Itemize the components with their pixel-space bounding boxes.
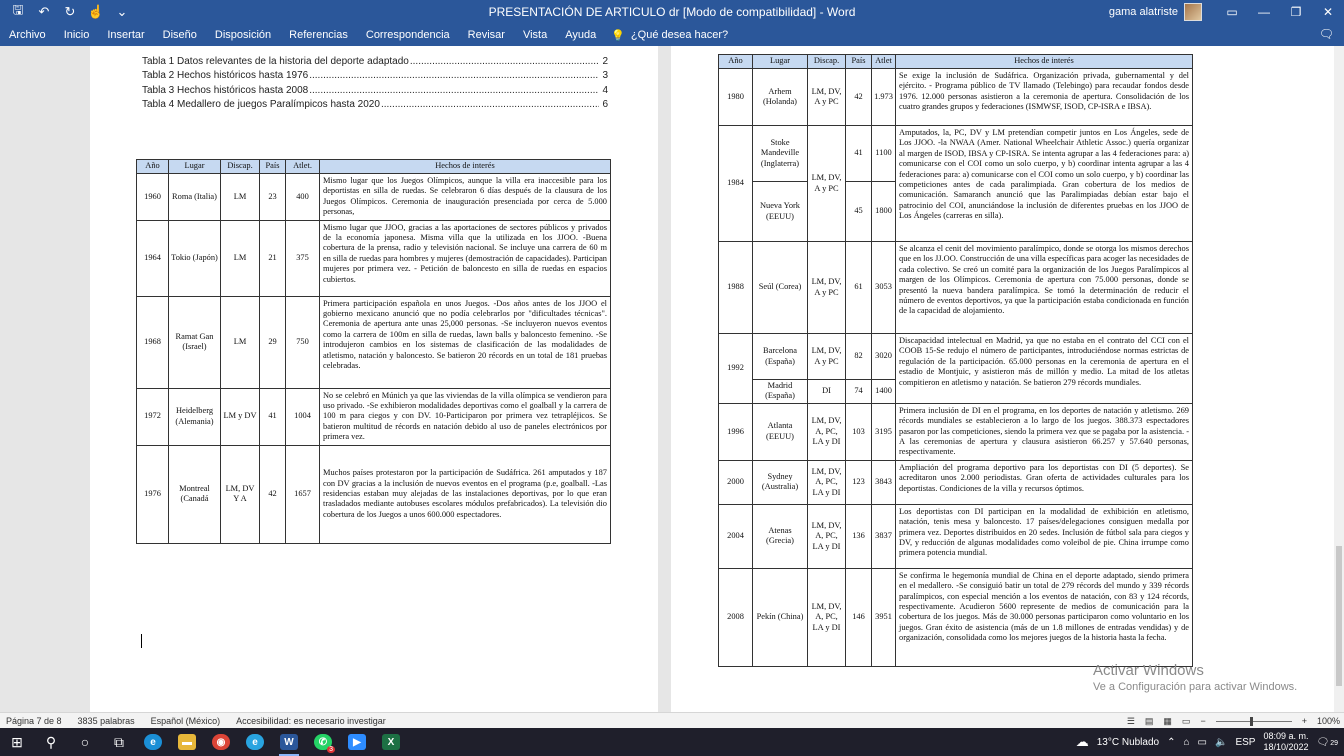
cell-anio: 1960 xyxy=(137,174,169,221)
table-row xyxy=(137,445,611,543)
cell-hechos: Se confirma le hegemonía mundial de China en el deporte adaptado, siendo primera en el medallero. -Se consiguió batir un total de 279 récords del mundo y 339 récords paralímpicos, con especial mención a los eventos de natación, con 83 y 124 récords, respectivamente. Acudieron 5600 represente de medios de comunicación para la cobertura de los juegos. Más de 30.000 personas participaron como voluntario en los juegos. Gran éxito de asistencia (más de un 1.8 millones de entradas vendidas) y de organización, consolidada como los mejores juegos de la historia hasta la fecha. xyxy=(896,568,1193,666)
table-header-row xyxy=(137,160,611,174)
cell-hechos: Discapacidad intelectual en Madrid, ya que no estaba en el contrato del CCI con el COOB 15-Se redujo el número de participantes, introduciéndose normas estrictas de regulación de la participación. 65.000 personas en la ceremonia de apertura en el estadio de Montjuic, y asistieron más de millón y medio. La mitad de los atletas compitieron en atletismo y natación. Se batieron 279 récords mundiales. xyxy=(896,334,1193,404)
avatar[interactable] xyxy=(1184,3,1202,21)
cell-anio: 1984 xyxy=(719,126,753,242)
cell-discap: LM, DV, A y PC xyxy=(808,242,846,334)
tab-revisar[interactable]: Revisar xyxy=(467,29,505,41)
chevron-up-icon[interactable]: ⌃ xyxy=(1167,736,1176,748)
cell-hechos: Los deportistas con DI participan en la modalidad de exhibición en atletismo, natación, tenis mesa y baloncesto. 17 países/delegaciones consiguen medalla por primera vez. Deportes distribuidos en 20 sedes. Inclusión de fútbol sala para ciegos y DV, y reducción de algunas modalidades como voleibol de pie. China irrumpe como primera potencia mundial. xyxy=(896,504,1193,568)
zoom-out-icon[interactable]: − xyxy=(1200,716,1206,726)
cell-atlet: 3951 xyxy=(872,568,896,666)
accessibility-status[interactable]: Accesibilidad: es necesario investigar xyxy=(236,715,386,726)
search-icon[interactable]: ⚲ xyxy=(45,733,57,750)
task-view-icon[interactable]: ⧉ xyxy=(114,733,124,750)
cell-pais: 82 xyxy=(846,334,872,380)
cell-atlet: 750 xyxy=(286,296,320,388)
chrome-icon[interactable]: ◉ xyxy=(204,728,238,756)
header-pais: País xyxy=(260,160,286,174)
cell-pais: 45 xyxy=(846,182,872,242)
title-bar xyxy=(0,0,1344,24)
text-cursor xyxy=(141,634,142,648)
cell-discap: LM y DV xyxy=(221,388,260,445)
header-lugar: Lugar xyxy=(753,55,808,69)
system-tray xyxy=(1076,728,1344,756)
table-row xyxy=(137,220,611,296)
header-atlet: Atlet. xyxy=(286,160,320,174)
cell-lugar: Atlanta (EEUU) xyxy=(753,403,808,460)
zoom-in-icon[interactable]: + xyxy=(1301,716,1307,726)
battery-icon[interactable]: ▭ xyxy=(1197,736,1207,748)
ribbon-display-icon[interactable]: ▭ xyxy=(1226,5,1238,19)
tab-diseno[interactable]: Diseño xyxy=(162,29,197,41)
input-language[interactable]: ESP xyxy=(1235,736,1256,748)
table-row xyxy=(719,69,1193,126)
focus-mode-icon[interactable]: ☰ xyxy=(1126,715,1135,726)
edge-icon[interactable]: e xyxy=(136,728,170,756)
comments-icon[interactable]: 🗨 xyxy=(1318,27,1334,41)
cell-hechos: Amputados, la, PC, DV y LM pretendían competir juntos en Los Ángeles, sede de Los JJOO. -la NWAA (Amer. National Wheelchair Athletic Assoc.) quería organizar al margen de ISOD, IBSA y CP-ISRA. Se intenta agrupar a las 4 federaciones para: a) comunicarse con el COI como un solo cuerpo, y b) coordinar intenta agrupar a las 4 federaciones para: a) comunicarse con el COI como un solo cuerpo, y b) coordinar las competiciones antes de cada paralimpiada. Gran cobertura de los medios de comunicación. Samaranch anunció que las Paralimpiadas debían estar bajo el patrocinio del COI, anunciándose la inclusión de diferentes pruebas en los JJOO de Los Ángeles (carreras en silla). xyxy=(896,126,1193,242)
cell-anio: 1964 xyxy=(137,220,169,296)
header-anio: Año xyxy=(137,160,169,174)
table-row xyxy=(719,568,1193,666)
cell-pais: 74 xyxy=(846,380,872,404)
cell-anio: 2008 xyxy=(719,568,753,666)
cell-anio: 1992 xyxy=(719,334,753,404)
table-row xyxy=(719,126,1193,182)
close-icon[interactable]: ✕ xyxy=(1322,5,1334,19)
cell-hechos: Primera inclusión de DI en el programa, en los deportes de natación y atletismo. 269 récords mundiales se establecieron a lo largo de los juegos. 388.373 espectadores pasaron por las competiciones, siendo la primera vez que se pagaba por la asistencia. - A las ceremonias de apertura y clausura asistieron 66.257 y 57.640 personas, respectivamente. xyxy=(896,403,1193,460)
cell-discap: LM, DV, A, PC, LA y DI xyxy=(808,460,846,504)
cell-anio: 1968 xyxy=(137,296,169,388)
cell-atlet: 1.973 xyxy=(872,69,896,126)
toc-entry[interactable]: Tabla 3 Hechos históricos hasta 2008 ..... 4 xyxy=(142,83,608,98)
cell-lugar: Pekín (China) xyxy=(753,568,808,666)
language-status[interactable]: Español (México) xyxy=(150,715,221,726)
cell-lugar: Nueva York (EEUU) xyxy=(753,182,808,242)
undo-icon[interactable]: ↶ xyxy=(38,4,50,19)
cell-hechos: Mismo lugar que los Juegos Olímpicos, aunque la villa era inaccesible para los deportistas en silla de ruedas. Se celebraron 6 días después de la clausura de los Juegos Olímpicos. Ceremonia de inauguración presenciada por cerca de 5.000 personas, xyxy=(320,174,611,221)
cell-atlet: 3837 xyxy=(872,504,896,568)
cell-pais: 41 xyxy=(260,388,286,445)
cell-anio: 1972 xyxy=(137,388,169,445)
tab-disposicion[interactable]: Disposición xyxy=(214,29,272,41)
cell-pais: 21 xyxy=(260,220,286,296)
cell-hechos: Se alcanza el cenit del movimiento paralímpico, donde se otorga los mismos derechos que en los JJ.OO. Construcción de una villa específicas para acoger las necesidades de cada colectivo. Se creó un comité para la organización de los Juegos Paralímpicos al margen de los Olímpicos. Ceremonia de apertura con 75.000 personas, donde se presentó la nueva bandera paralímpica. Se tomó la determinación de reducir el número de eventos deportivos, ya que la participación estaba condicionada en función de la capacidad de alojamiento. xyxy=(896,242,1193,334)
header-discap: Discap. xyxy=(808,55,846,69)
header-hechos: Hechos de interés xyxy=(320,160,611,174)
zoom-level[interactable]: 100% xyxy=(1316,716,1340,726)
cell-hechos: Primera participación española en unos Juegos. -Dos años antes de los JJOO el gobierno mexicano anunció que no podía celebrarlos por "dificultades técnicas". Ceremonia de apertura ante unas 25,000 personas. -Se incluyeron nuevos eventos como la carrera de 100m en silla de ruedas, lawn balls y baloncesto femenino. -Se introdujeron cambios en los sistemas de clasificación de las modalidades de atletismo, natación y baloncesto. Se batieron 20 récords en un total de 181 pruebas celebradas. xyxy=(320,296,611,388)
maximize-icon[interactable]: ❐ xyxy=(1290,5,1302,19)
tell-me-box[interactable] xyxy=(605,29,728,42)
zoom-app-icon[interactable]: ▶ xyxy=(340,728,374,756)
cell-anio: 1980 xyxy=(719,69,753,126)
history-table-1960-1976[interactable] xyxy=(136,159,611,544)
cell-discap: LM, DV Y A xyxy=(221,445,260,543)
toc-entry[interactable]: Tabla 1 Datos relevantes de la historia del deporte adaptado ..... 2 xyxy=(142,54,608,69)
browser-icon[interactable]: e xyxy=(238,728,272,756)
save-icon[interactable]: 🖫 xyxy=(12,2,24,17)
cell-discap: LM xyxy=(221,220,260,296)
cell-anio: 2004 xyxy=(719,504,753,568)
notification-badge: 3 xyxy=(329,746,333,753)
cell-atlet: 3020 xyxy=(872,334,896,380)
cell-anio: 2000 xyxy=(719,460,753,504)
tab-correspondencia[interactable]: Correspondencia xyxy=(365,29,450,41)
cell-lugar: Roma (Italia) xyxy=(169,174,221,221)
cell-pais: 42 xyxy=(260,445,286,543)
cell-lugar: Stoke Mandeville (Inglaterra) xyxy=(753,126,808,182)
table-row xyxy=(719,504,1193,568)
windows-taskbar xyxy=(0,728,1344,756)
cell-atlet: 1004 xyxy=(286,388,320,445)
cell-discap: LM, DV, A, PC, LA y DI xyxy=(808,568,846,666)
cell-pais: 146 xyxy=(846,568,872,666)
read-mode-icon[interactable]: ▤ xyxy=(1144,715,1154,726)
table-header-row xyxy=(719,55,1193,69)
table-row xyxy=(719,403,1193,460)
tab-referencias[interactable]: Referencias xyxy=(289,29,348,41)
zoom-slider[interactable] xyxy=(1216,721,1292,722)
excel-icon[interactable]: X xyxy=(374,728,408,756)
vertical-scrollbar[interactable] xyxy=(1334,46,1344,712)
cell-hechos: Mismo lugar que JJOO, gracias a las aportaciones de sectores públicos y privados de la economía japonesa. Misma villa que la utilizada en los JJOO. -Buena cobertura de la prensa, radio y televisión nacional. Se incluye una carrera de 60 m en silla de ruedas para hombres y mujeres (demostración de capacidades). Participan mujeres por primera vez. - Petición de baloncesto en silla de ruedas en espacios cubiertos. xyxy=(320,220,611,296)
cell-discap: LM, DV, A, PC, LA y DI xyxy=(808,504,846,568)
time: 08:09 a. m. xyxy=(1263,731,1309,741)
header-hechos: Hechos de interés xyxy=(896,55,1193,69)
cortana-icon[interactable]: ○ xyxy=(80,734,90,750)
cell-lugar: Madrid (España) xyxy=(753,380,808,404)
cell-pais: 103 xyxy=(846,403,872,460)
history-table-1980-2008[interactable] xyxy=(718,54,1193,667)
network-icon[interactable]: ⌂ xyxy=(1183,736,1190,748)
tab-ayuda[interactable]: Ayuda xyxy=(565,29,597,41)
tell-me-label: ¿Qué desea hacer? xyxy=(630,29,729,41)
minimize-icon[interactable]: — xyxy=(1258,5,1270,19)
cell-discap: LM, DV, A y PC xyxy=(808,69,846,126)
cell-discap: LM, DV, A y PC xyxy=(808,334,846,380)
word-icon[interactable]: W xyxy=(272,728,306,756)
cell-anio: 1996 xyxy=(719,403,753,460)
cell-atlet: 3195 xyxy=(872,403,896,460)
date: 18/10/2022 xyxy=(1263,742,1309,752)
cell-pais: 29 xyxy=(260,296,286,388)
web-layout-icon[interactable]: ▭ xyxy=(1181,715,1191,726)
cell-hechos: Muchos países protestaron por la participación de Sudáfrica. 261 amputados y 187 con DV gracias a la inclusión de nuevos eventos en el programa (p.e, goalball. -Las residencias estaban muy alejadas de las instalaciones deportivas, por lo que eran trasladados mediante autobuses escolares módulos prefabricados). La televisión dio cobertura de los Juegos a unos 600.000 espectadores. xyxy=(320,445,611,543)
header-pais: País xyxy=(846,55,872,69)
weather-text[interactable]: 13°C Nublado xyxy=(1096,736,1160,748)
ribbon-tabs xyxy=(0,24,1344,46)
user-name[interactable]: gama alatriste xyxy=(1108,6,1178,18)
cell-hechos: No se celebró en Múnich ya que las viviendas de la villa olímpica se vendieron para uso privado. -Se exhibieron modalidades deportivas como el goalball y la carrera de 100 m para ciegos y con DV. 10-Participaron por primera vez tetrapléjicos. Se batieron multitud de récords en natación debido al uso de paneles electrónicos por primera vez. xyxy=(320,388,611,445)
activation-watermark: Activar Windows Ve a Configuración para activar Windows. xyxy=(1093,662,1298,693)
page-left[interactable] xyxy=(90,46,658,712)
windows-start-icon[interactable]: ⊞ xyxy=(11,733,23,750)
whatsapp-icon[interactable]: ✆ 3 xyxy=(306,728,340,756)
cell-atlet: 3843 xyxy=(872,460,896,504)
word-count[interactable]: 3835 palabras xyxy=(77,715,135,726)
table-row xyxy=(137,388,611,445)
cell-lugar: Barcelona (España) xyxy=(753,334,808,380)
cell-atlet: 1657 xyxy=(286,445,320,543)
cell-pais: 123 xyxy=(846,460,872,504)
touch-mode-icon[interactable]: ☝ xyxy=(87,4,105,19)
scrollbar-thumb[interactable] xyxy=(1336,546,1342,686)
cell-anio: 1976 xyxy=(137,445,169,543)
zoom-slider-thumb[interactable] xyxy=(1250,717,1253,726)
cell-hechos: Ampliación del programa deportivo para los deportistas con DI (5 deportes). Se acreditaron unos 2.000 periodistas. Gran oferta de actividades culturales para los deportistas. Condiciones de la villa y recursos óptimos. xyxy=(896,460,1193,504)
toc-entry[interactable]: Tabla 4 Medallero de juegos Paralímpicos hasta 2020 ..... 6 xyxy=(142,98,608,113)
redo-icon[interactable]: ↻ xyxy=(64,4,76,19)
clock[interactable] xyxy=(1263,731,1308,753)
file-explorer-icon[interactable]: ▬ xyxy=(170,728,204,756)
cell-lugar: Sydney (Australia) xyxy=(753,460,808,504)
cell-lugar: Arhem (Holanda) xyxy=(753,69,808,126)
cell-atlet: 375 xyxy=(286,220,320,296)
cell-discap: LM xyxy=(221,174,260,221)
cell-atlet: 3053 xyxy=(872,242,896,334)
document-area[interactable] xyxy=(0,46,1344,712)
table-row xyxy=(719,242,1193,334)
tab-vista[interactable]: Vista xyxy=(522,29,548,41)
quick-access-toolbar xyxy=(0,0,132,24)
print-layout-icon[interactable]: ▦ xyxy=(1163,715,1172,726)
cell-lugar: Seúl (Corea) xyxy=(753,242,808,334)
cell-anio: 1988 xyxy=(719,242,753,334)
header-discap: Discap. xyxy=(221,160,260,174)
cell-discap: LM xyxy=(221,296,260,388)
cloud-icon: ☁ xyxy=(1075,734,1089,749)
table-row xyxy=(719,334,1193,380)
cell-atlet: 1400 xyxy=(872,380,896,404)
cell-lugar: Ramat Gan (Israel) xyxy=(169,296,221,388)
cell-lugar: Atenas (Grecia) xyxy=(753,504,808,568)
cell-pais: 23 xyxy=(260,174,286,221)
window-title: PRESENTACIÓN DE ARTICULO dr [Modo de compatibilidad] - Word xyxy=(488,5,856,19)
cell-lugar: Tokio (Japón) xyxy=(169,220,221,296)
header-atlet: Atlet xyxy=(872,55,896,69)
tab-inicio[interactable]: Inicio xyxy=(63,29,90,41)
cell-pais: 61 xyxy=(846,242,872,334)
status-bar xyxy=(0,712,1344,728)
header-lugar: Lugar xyxy=(169,160,221,174)
table-row xyxy=(137,296,611,388)
lightbulb-icon: 💡 xyxy=(611,29,625,42)
cell-lugar: Montreal (Canadá xyxy=(169,445,221,543)
cell-discap: LM, DV, A y PC xyxy=(808,126,846,242)
cell-pais: 136 xyxy=(846,504,872,568)
cell-atlet: 1100 xyxy=(872,126,896,182)
tab-insertar[interactable]: Insertar xyxy=(107,29,145,41)
cell-hechos: Se exige la inclusión de Sudáfrica. Organización privada, gubernamental y del ejército. - Programa público de TV llamado (Telebingo) para recaudar fondos desde 1976. 12.000 personas asistieron a la ceremonia de apertura. Consolidación de los cuatro grandes grupos y federaciones (ISMWSF, ISOD, CP-ISRA e IBSA). xyxy=(896,69,1193,126)
table-row xyxy=(137,174,611,221)
toc-entry[interactable]: Tabla 2 Hechos históricos hasta 1976 ..... 3 xyxy=(142,69,608,84)
notification-count: 29 xyxy=(1330,739,1338,747)
tab-archivo[interactable]: Archivo xyxy=(9,29,46,41)
cell-discap: DI xyxy=(808,380,846,404)
cell-atlet: 400 xyxy=(286,174,320,221)
customize-toolbar-icon[interactable]: ⌄ xyxy=(116,4,128,19)
table-row xyxy=(719,460,1193,504)
page-right[interactable] xyxy=(671,46,1339,712)
table-of-figures xyxy=(142,54,608,112)
cell-pais: 42 xyxy=(846,69,872,126)
volume-icon[interactable]: 🔈 xyxy=(1214,736,1228,748)
cell-lugar: Heidelberg (Alemania) xyxy=(169,388,221,445)
cell-atlet: 1800 xyxy=(872,182,896,242)
notification-center-icon[interactable]: 🗨29 xyxy=(1316,736,1338,748)
cell-discap: LM, DV, A, PC, LA y DI xyxy=(808,403,846,460)
header-anio: Año xyxy=(719,55,753,69)
page-count[interactable]: Página 7 de 8 xyxy=(6,715,62,726)
cell-pais: 41 xyxy=(846,126,872,182)
